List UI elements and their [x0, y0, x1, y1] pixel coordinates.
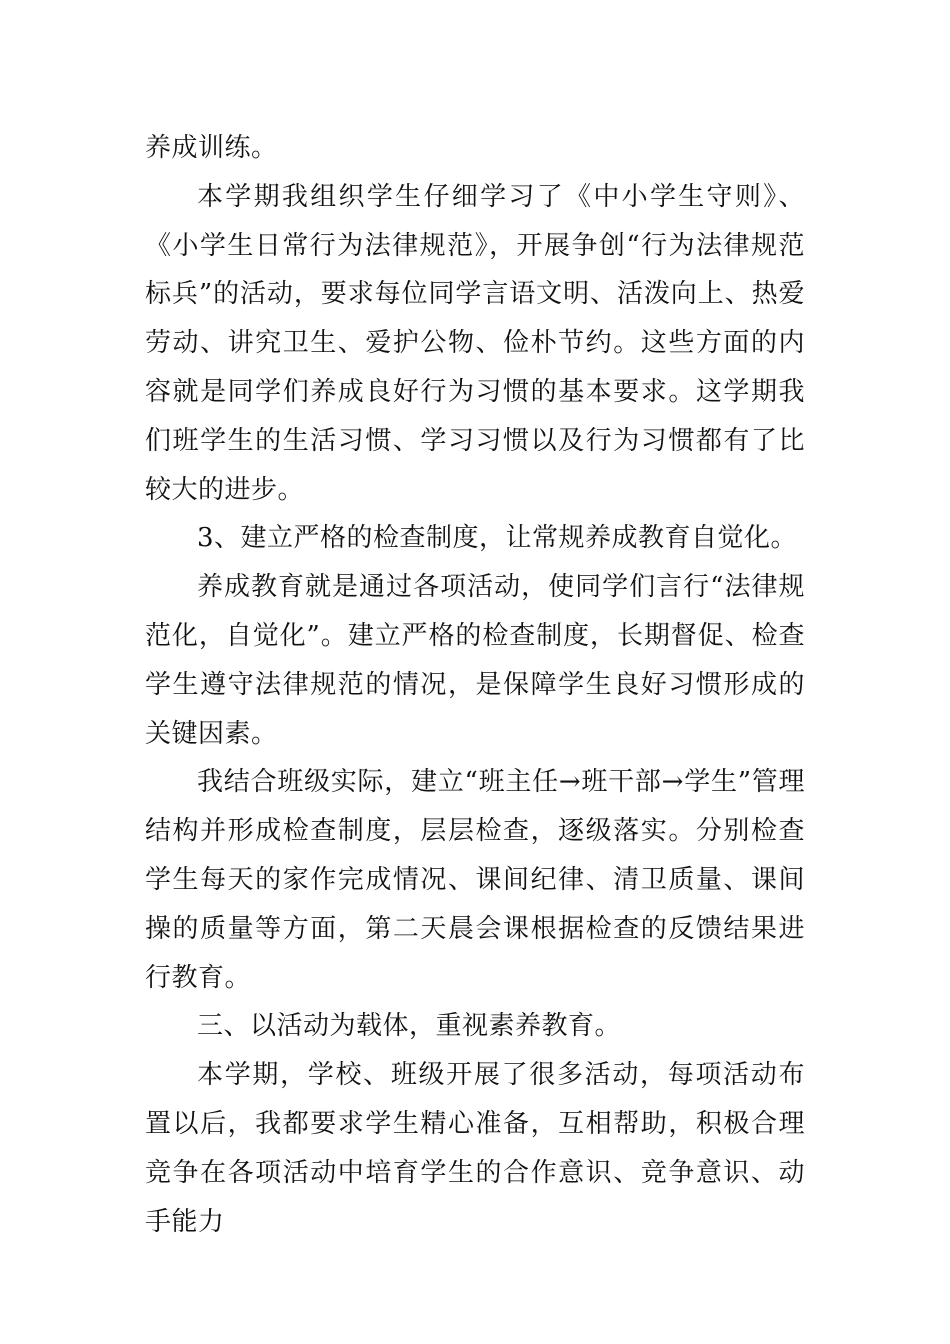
paragraph-continuation: 养成训练。	[145, 133, 278, 163]
paragraph-study-rules: 本学期我组织学生仔细学习了《中小学生守则》、《小学生日常行为法律规范》，开展争创“行为法律规范标兵”的活动，要求每位同学言语文明、活泼向上、热爱劳动、讲究卫生、爱护公物、俭朴节约。这些方面的内容就是同学们养成良好行为习惯的基本要求。这学期我们班学生的生活习惯、学习习惯以及行为习惯都有了比较大的进步。	[145, 181, 805, 505]
paragraph-management-structure: 我结合班级实际，建立“班主任→班干部→学生”管理结构并形成检查制度，层层检查，逐级落实。分别检查学生每天的家作完成情况、课间纪律、清卫质量、课间操的质量等方面，第二天晨会课根据检查的反馈结果进行教育。	[145, 767, 805, 993]
document-body	[145, 124, 805, 1246]
paragraph-activities: 本学期，学校、班级开展了很多活动，每项活动布置以后，我都要求学生精心准备，互相帮助，积极合理竞争在各项活动中培育学生的合作意识、竞争意识、动手能力	[145, 1060, 805, 1237]
paragraph-heading-activities: 三、以活动为载体，重视素养教育。	[197, 1011, 622, 1042]
paragraph-heading-inspection: 3、建立严格的检查制度，让常规养成教育自觉化。	[197, 523, 798, 554]
paragraph-habit-education: 养成教育就是通过各项活动，使同学们言行“法律规范化，自觉化”。建立严格的检查制度，长期督促、检查学生遵守法律规范的情况，是保障学生良好习惯形成的关键因素。	[145, 572, 805, 749]
